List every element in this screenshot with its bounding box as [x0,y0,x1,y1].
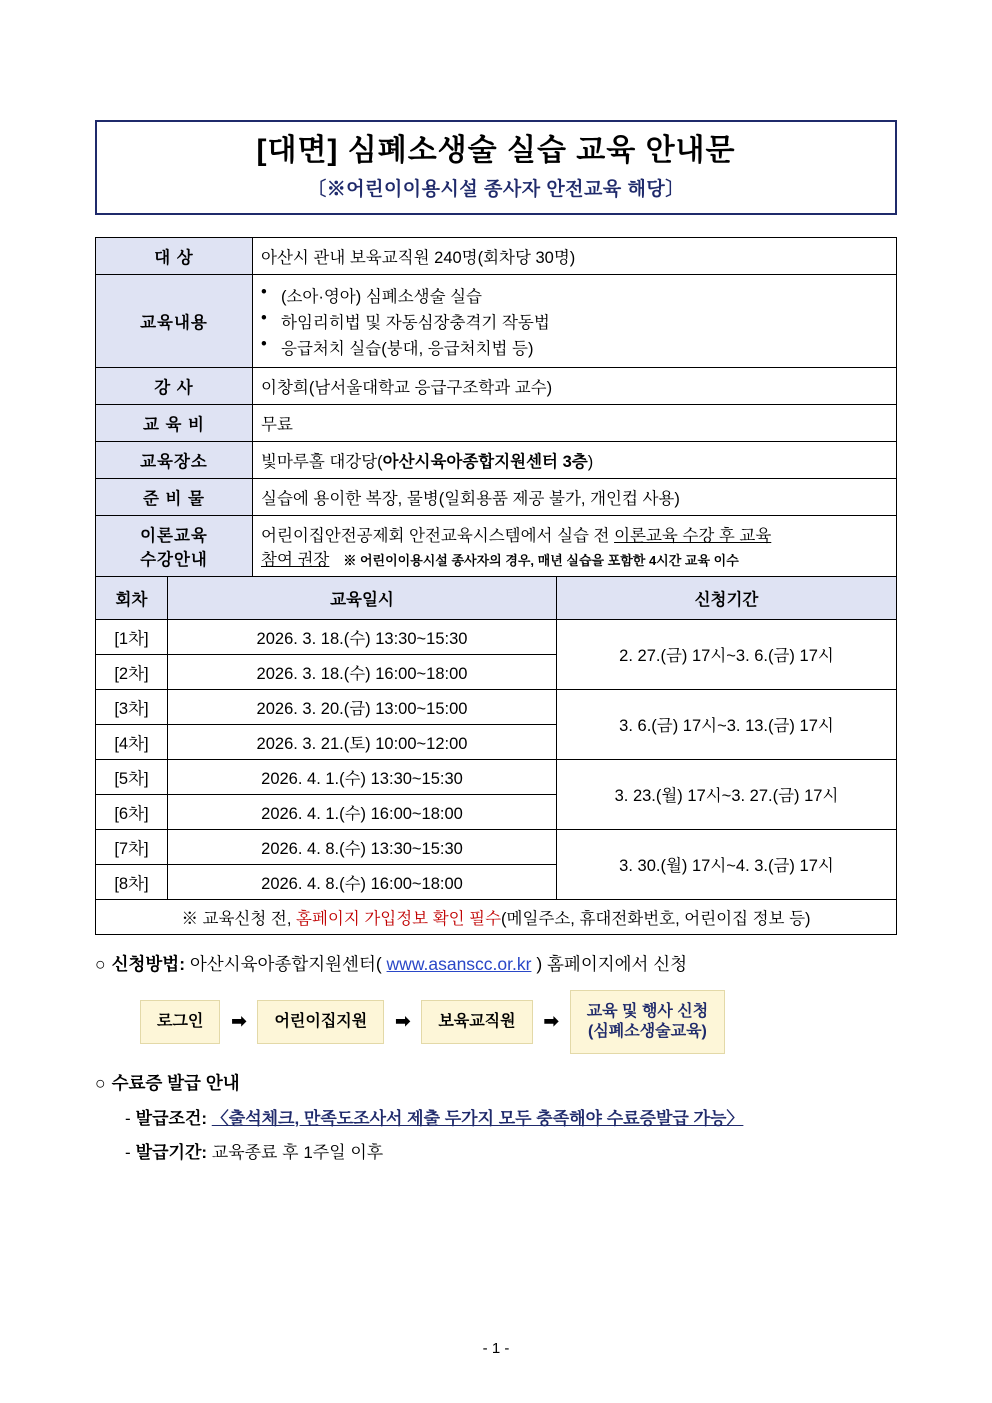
certificate-condition-label: 발급조건: [135,1108,208,1128]
footnote-text-a: ※ 교육신청 전, [181,909,297,928]
table-row [96,367,897,404]
table-row [96,829,897,864]
row-value-content [253,274,897,367]
table-row [96,759,897,794]
place-prefix: 빛마루홀 대강당( [261,452,383,471]
certificate-condition-text: 〈출석체크, 만족도조사서 제출 두가지 모두 충족해야 수료증발급 가능〉 [211,1108,744,1128]
apply-method-text-a: 아산시육아종합지원센터( [185,953,387,974]
bullet-text: 하임리히법 및 자동심장충격기 작동법 [281,313,550,332]
bullet-icon: • [261,334,267,353]
cell-datetime: 2026. 4. 1.(수) 13:30~15:30 [168,759,557,794]
table-row [96,689,897,724]
cell-datetime: 2026. 4. 8.(수) 16:00~18:00 [168,864,557,899]
apply-flow [140,990,897,1054]
dash-icon: - [125,1142,131,1162]
flow-step-staff [421,1000,532,1044]
apply-method-section [95,951,897,1054]
theory-line1 [261,522,888,546]
cell-apply-period: 3. 30.(월) 17시~4. 3.(금) 17시 [557,829,897,899]
table-row-footnote [96,899,897,934]
row-label-instructor: 강 사 [96,367,253,404]
list-item [261,309,888,333]
certificate-heading [95,1070,897,1095]
bullet-icon: • [261,308,267,327]
cell-round: [4차] [96,724,168,759]
col-header-apply-period: 신청기간 [557,576,897,619]
table-row [96,404,897,441]
cell-apply-period: 3. 23.(월) 17시~3. 27.(금) 17시 [557,759,897,829]
flow-step-label: 로그인 [157,1012,204,1030]
list-item [261,335,888,359]
theory-text-a: 어린이집안전공제회 안전교육시스템에서 실습 전 [261,526,615,545]
info-table [95,237,897,577]
page-subtitle: 〔※어린이이용시설 종사자 안전교육 해당〕 [307,178,685,200]
row-label-target: 대 상 [96,237,253,274]
table-row [96,441,897,478]
row-value-place [253,441,897,478]
cell-datetime: 2026. 4. 8.(수) 13:30~15:30 [168,829,557,864]
row-value-instructor: 이창희(남서울대학교 응급구조학과 교수) [253,367,897,404]
row-label-content: 교육내용 [96,274,253,367]
cell-round: [1차] [96,619,168,654]
place-strong: 아산시육아종합지원센터 3층 [382,452,588,471]
arrow-right-icon: ➡ [543,1011,559,1031]
cell-apply-period: 3. 6.(금) 17시~3. 13.(금) 17시 [557,689,897,759]
cell-datetime: 2026. 3. 21.(토) 10:00~12:00 [168,724,557,759]
cell-datetime: 2026. 4. 1.(수) 16:00~18:00 [168,794,557,829]
cell-round: [6차] [96,794,168,829]
flow-step-label: 어린이집지원 [274,1012,368,1030]
certificate-period-value: 교육종료 후 1주일 이후 [211,1142,384,1162]
certificate-label: 수료증 발급 안내 [111,1072,240,1093]
cell-round: [7차] [96,829,168,864]
bullet-icon: • [261,282,267,301]
theory-line2 [261,546,888,570]
arrow-right-icon: ➡ [231,1011,247,1031]
row-value-target: 아산시 관내 보육교직원 240명(회차당 30명) [253,237,897,274]
theory-note: ※ 어린이이용시설 종사자의 경우, 매년 실습을 포함한 4시간 교육 이수 [343,552,739,568]
row-label-fee: 교 육 비 [96,404,253,441]
theory-label-line1: 이론교육 [140,526,208,545]
table-row [96,515,897,576]
theory-text-c: 참여 권장 [261,550,330,569]
certificate-condition-value [212,1109,744,1128]
page-number: - 1 - [482,1340,510,1357]
certificate-section [95,1070,897,1163]
apply-method-label: 신청방법: [111,953,186,974]
table-row [96,274,897,367]
cell-round: [8차] [96,864,168,899]
cell-datetime: 2026. 3. 18.(수) 13:30~15:30 [168,619,557,654]
apply-method-heading [95,951,897,976]
schedule-header-row [96,576,897,619]
bullet-text: (소아·영아) 심폐소생술 실습 [281,287,482,306]
footnote-text-b: (메일주소, 휴대전화번호, 어린이집 정보 등) [501,909,811,928]
row-label-prepare: 준 비 물 [96,478,253,515]
col-header-datetime: 교육일시 [168,576,557,619]
list-item [261,283,888,307]
place-suffix: ) [587,452,594,471]
arrow-right-icon: ➡ [395,1011,411,1031]
row-value-theory [253,515,897,576]
cell-round: [5차] [96,759,168,794]
row-value-fee: 무료 [253,404,897,441]
flow-step-sublabel: (심폐소생술교육) [588,1022,707,1040]
table-row [96,619,897,654]
theory-label-line2: 수강안내 [140,550,208,569]
footnote-text-highlight: 홈페이지 가입정보 확인 필수 [296,909,502,928]
cell-datetime: 2026. 3. 18.(수) 16:00~18:00 [168,654,557,689]
row-label-theory [96,515,253,576]
row-label-place: 교육장소 [96,441,253,478]
table-row [96,478,897,515]
certificate-period-label: 발급기간: [135,1142,208,1162]
bullet-text: 응급처치 실습(붕대, 응급처치법 등) [281,339,534,358]
dash-icon: - [125,1108,131,1128]
circle-bullet-icon: ○ [95,953,106,974]
cell-round: [3차] [96,689,168,724]
title-box [95,120,897,215]
schedule-footnote [96,899,897,934]
page-title: [대면] 심폐소생술 실습 교육 안내문 [256,134,736,167]
flow-step-login [140,1000,220,1044]
cell-apply-period: 2. 27.(금) 17시~3. 6.(금) 17시 [557,619,897,689]
certificate-condition-line [125,1104,897,1129]
flow-step-label: 교육 및 행사 신청 [586,1002,709,1020]
flow-step-label: 보육교직원 [438,1012,516,1030]
homepage-link[interactable]: www.asanscc.or.kr [386,953,532,974]
flow-step-education-apply [570,990,726,1054]
certificate-period-line [125,1138,897,1163]
cell-datetime: 2026. 3. 20.(금) 13:00~15:00 [168,689,557,724]
theory-text-b: 이론교육 수강 후 교육 [614,526,772,545]
apply-method-text-b: ) 홈페이지에서 신청 [531,953,688,974]
table-row [96,237,897,274]
col-header-round: 회차 [96,576,168,619]
schedule-table [95,576,897,935]
row-value-prepare: 실습에 용이한 복장, 물병(일회용품 제공 불가, 개인컵 사용) [253,478,897,515]
flow-step-daycare-support [257,1000,384,1044]
cell-round: [2차] [96,654,168,689]
circle-bullet-icon: ○ [95,1072,106,1093]
